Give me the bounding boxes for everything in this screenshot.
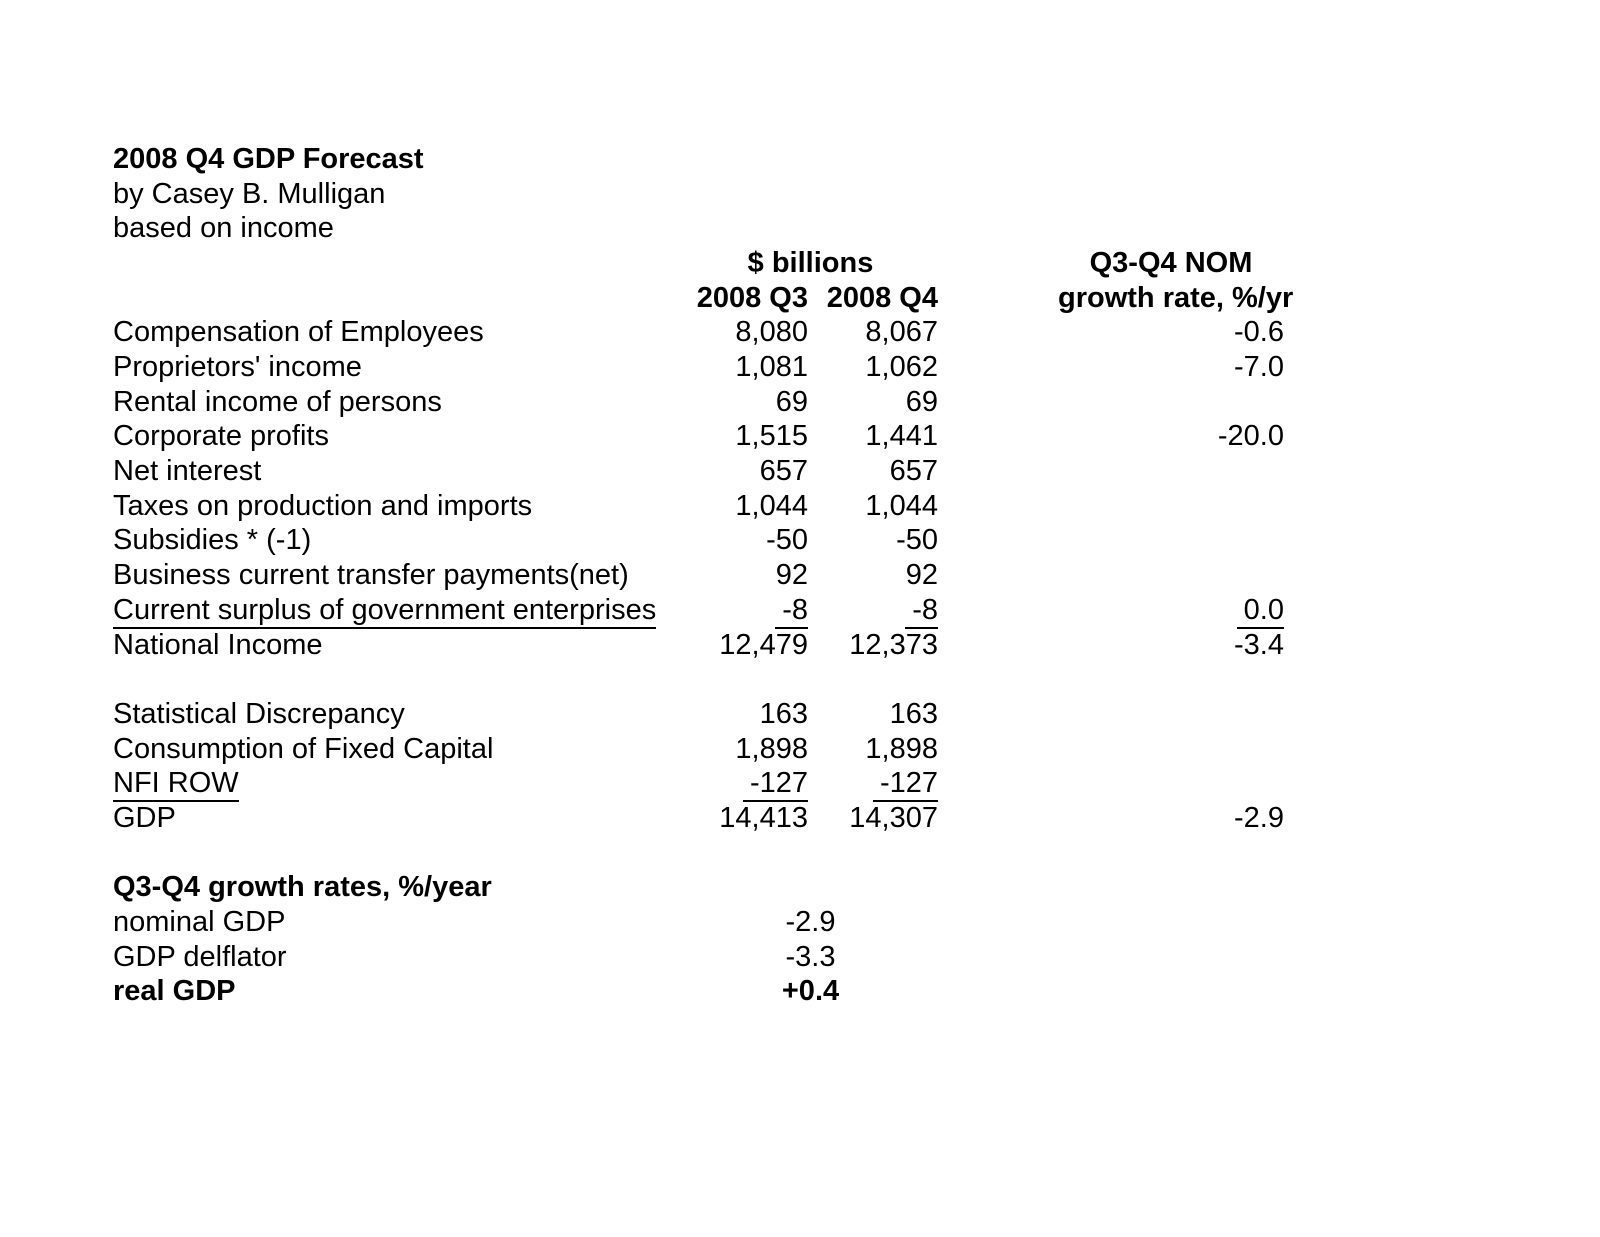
cell-q4: -127 <box>808 766 938 801</box>
cell-q4: 14,307 <box>849 801 938 834</box>
cell-q3: 1,898 <box>735 732 808 765</box>
title-block <box>113 142 1284 246</box>
table-row <box>113 420 1284 455</box>
row-label: Proprietors' income <box>113 351 362 384</box>
cell-q4: 1,044 <box>865 489 938 522</box>
page-title: 2008 Q4 GDP Forecast <box>113 143 424 175</box>
table-row <box>113 489 1284 524</box>
cell-q4: 1,062 <box>865 351 938 384</box>
gdp-forecast-table <box>113 246 1294 1009</box>
cell-q3: 12,479 <box>719 628 808 661</box>
cell-growth: 0.0 <box>938 593 1284 628</box>
growth-header-bottom: growth rate, %/yr <box>1058 281 1294 314</box>
row-label: real GDP <box>113 975 236 1008</box>
cell-q3: 92 <box>775 559 808 592</box>
cell-q3: 69 <box>775 385 808 418</box>
table-row <box>113 732 1284 767</box>
growth-section-header: Q3-Q4 growth rates, %/year <box>113 871 492 904</box>
cell-q4: 657 <box>889 455 938 488</box>
cell-growth: -0.6 <box>1234 316 1284 349</box>
cell-q4: 92 <box>905 559 938 592</box>
header-row-units <box>113 246 1284 281</box>
cell-q3: -8 <box>643 593 808 628</box>
spacer-row <box>113 836 1284 871</box>
col-header-q3: 2008 Q3 <box>696 281 808 314</box>
row-label: Consumption of Fixed Capital <box>113 732 494 765</box>
table-row-subtotal-rule <box>113 766 1284 801</box>
table-row-real-gdp <box>113 975 1284 1010</box>
growth-section-header-row <box>113 870 1284 905</box>
author-line: by Casey B. Mulligan <box>113 177 386 210</box>
table-row <box>113 905 1284 940</box>
row-label: Statistical Discrepancy <box>113 697 405 730</box>
cell-q4: 1,898 <box>865 732 938 765</box>
cell-growth <box>938 766 1284 801</box>
cell-q4: 163 <box>889 697 938 730</box>
table-row <box>113 940 1284 975</box>
cell-value: -3.3 <box>785 940 836 973</box>
cell-q4: 69 <box>905 385 938 418</box>
cell-growth <box>938 454 1284 489</box>
cell-growth <box>938 732 1284 767</box>
row-label: National Income <box>113 628 323 661</box>
table-row-national-income <box>113 628 1284 663</box>
cell-q3: -127 <box>643 766 808 801</box>
row-label: Taxes on production and imports <box>113 489 533 522</box>
row-label: GDP delflator <box>113 940 287 973</box>
cell-q3: 8,080 <box>735 316 808 349</box>
row-label: Compensation of Employees <box>113 316 484 349</box>
table-row <box>113 350 1284 385</box>
row-label: Net interest <box>113 455 262 488</box>
cell-growth <box>938 524 1284 559</box>
cell-q3: 163 <box>759 697 808 730</box>
col-header-q4: 2008 Q4 <box>826 281 938 314</box>
cell-growth <box>938 489 1284 524</box>
cell-value: -2.9 <box>785 906 836 939</box>
cell-growth: -2.9 <box>1234 801 1284 834</box>
row-label: Corporate profits <box>113 420 329 453</box>
growth-header-top: Q3-Q4 NOM <box>1089 246 1253 279</box>
cell-growth: -7.0 <box>1234 351 1284 384</box>
row-label: Business current transfer payments(net) <box>113 559 629 592</box>
cell-q3: 1,081 <box>735 351 808 384</box>
row-label: nominal GDP <box>113 906 286 939</box>
cell-q3: -50 <box>766 524 808 557</box>
table-row-gdp <box>113 801 1284 836</box>
cell-growth <box>938 697 1284 732</box>
table-row <box>113 697 1284 732</box>
table-row <box>113 524 1284 559</box>
spreadsheet-area <box>113 142 1294 1009</box>
units-header: $ billions <box>747 246 874 279</box>
cell-q3: 1,515 <box>735 420 808 453</box>
cell-q3: 14,413 <box>719 801 808 834</box>
cell-q4: 1,441 <box>865 420 938 453</box>
header-row-quarters <box>113 281 1284 316</box>
cell-growth: -3.4 <box>1234 628 1284 661</box>
table-row <box>113 315 1284 350</box>
row-label: Rental income of persons <box>113 385 442 418</box>
cell-q4: -50 <box>896 524 938 557</box>
cell-q4: -8 <box>808 593 938 628</box>
cell-q3: 1,044 <box>735 489 808 522</box>
table-row <box>113 558 1284 593</box>
cell-q3: 657 <box>759 455 808 488</box>
cell-q4: 12,373 <box>849 628 938 661</box>
row-label: Subsidies * (-1) <box>113 524 312 557</box>
spacer-row <box>113 662 1284 697</box>
cell-growth <box>938 558 1284 593</box>
table-row-subtotal-rule <box>113 593 1284 628</box>
table-row <box>113 385 1284 420</box>
row-label: Current surplus of government enterprises <box>113 593 643 628</box>
cell-q4: 8,067 <box>865 316 938 349</box>
row-label: NFI ROW <box>113 766 643 801</box>
cell-value: +0.4 <box>781 975 840 1008</box>
row-label: GDP <box>113 801 176 834</box>
cell-growth: -20.0 <box>1217 420 1284 453</box>
table-row <box>113 454 1284 489</box>
cell-growth <box>938 385 1284 420</box>
basis-line: based on income <box>113 212 334 245</box>
